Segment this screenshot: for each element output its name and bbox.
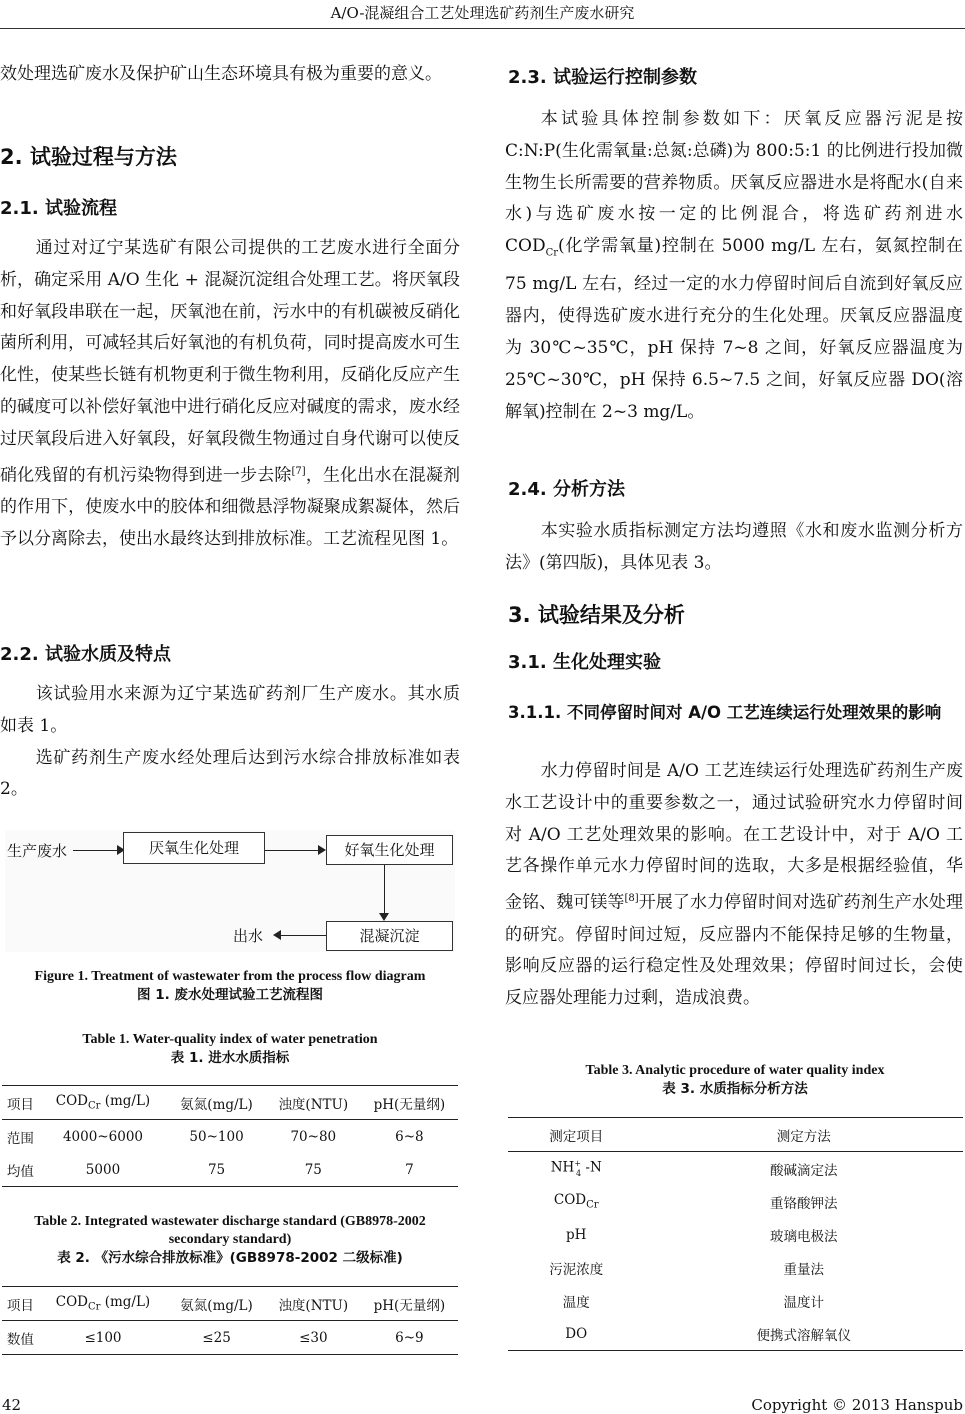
cell: 7 [361,1153,458,1187]
header-cell: 浊度(NTU) [266,1086,361,1120]
arrow-head-icon [379,913,389,921]
arrow [384,865,385,915]
input-label: 生产废水 [7,842,68,860]
text: (化学需氧量)控制在 5000 mg/L 左右，氨氮控制在 75 mg/L 左右，经过一定的水力停留时间后自流到好氧反应器内，使得选矿废水进行充分的生化处理。厌氧反应器温度为 30℃~35℃，pH 保持 7~8 之间，好氧反应器温度为 25℃~30℃，pH 保持 6.5~7.5 之间，好氧反应器 DO(溶解氧)控制在 2~3 mg/L。 [505,236,963,422]
header-cell: pH(无量纲) [361,1086,458,1120]
header-cell: $COD_{Cr}$ (mg/L) [39,1287,168,1321]
cell: 75 [167,1153,266,1187]
table3-caption [505,1062,965,1098]
header-cell: 测定项目 [508,1118,645,1152]
header-cell: $COD_{Cr}$ (mg/L) [39,1086,168,1120]
cell: 6~9 [361,1321,458,1355]
text: ，生化出水在混凝剂的作用下，使废水中的胶体和细微悬浮物凝聚成絮凝体，然后予以分离除去，使出水最终达到排放标准。工艺流程见图 1。 [0,465,461,549]
section-heading-3-1-1: 3.1.1. 不同停留时间对 A/O 工艺连续运行处理效果的影响 [508,703,942,722]
table1-caption [0,1031,460,1067]
header-cell: pH(无量纲) [361,1287,458,1321]
caption-cn: 表 1. 进水水质指标 [170,1050,290,1066]
output-label: 出水 [233,927,264,945]
paragraph: 选矿药剂生产废水经处理后达到污水综合排放标准如表 2。 [0,747,460,800]
aerobic-box: 好氧生化处理 [326,835,453,865]
arrow [265,850,320,851]
citation: [8] [624,893,639,905]
cell: 50~100 [189,1128,244,1145]
header-cell: 项目 [2,1287,39,1321]
cell: 70~80 [290,1128,337,1145]
cell: pH [566,1226,587,1243]
caption-cn: 图 1. 废水处理试验工艺流程图 [137,987,323,1003]
cell: 酸碱滴定法 [770,1162,838,1179]
citation: [7] [291,465,306,477]
cell: 玻璃电极法 [770,1228,838,1245]
caption-cn: 表 2. 《污水综合排放标准》(GB8978-2002 二级标准) [57,1250,403,1266]
cell: 温度计 [783,1294,824,1311]
paragraph: 该试验用水来源为辽宁某选矿药剂厂生产废水。其水质如表 1。 [0,684,460,736]
header-cell: 测定方法 [645,1118,964,1152]
cell: 4000~6000 [62,1128,143,1145]
cell: 6~8 [395,1128,424,1145]
text: 本试验具体控制参数如下：厌氧反应器污泥是按 C:N:P(生化需氧量:总氮:总磷)为 800:5:1 的比例进行投加微生物生长所需要的营养物质。厌氧反应器进水是将配水(自来水)与选矿废水按一定的比例混合，将选矿药剂进水 COD [505,109,963,257]
table-row [508,1218,963,1251]
table-row [508,1317,963,1351]
subscript: Cr [545,247,559,259]
text: 通过对辽宁某选矿有限公司提供的工艺废水进行全面分析，确定采用 A/O 生化 + 混凝沉淀组合处理工艺。将厌氧段和好氧段串联在一起，厌氧池在前，污水中的有机碳被反硝化菌所利用，可减轻其后好氧池的有机负荷，同时提高废水可生化性，使某些长链有机物更利于微生物利用，反硝化反应产生的碱度可以补偿好氧池中进行硝化反应对碱度的需求，废水经过厌氧段后进入好氧段，好氧段微生物通过自身代谢可以使反硝化残留的有机污染物得到进一步去除 [0,238,460,486]
paragraph: 效处理选矿废水及保护矿山生态环境具有极为重要的意义。 [0,64,442,84]
cell: 污泥浓度 [549,1261,604,1278]
paragraph: 本实验水质指标测定方法均遵照《水和废水监测分析方法》(第四版)，具体见表 3。 [505,521,963,573]
section-heading-2-4: 2.4. 分析方法 [508,479,625,500]
paragraph [505,104,963,428]
cell: $COD_{Cr}$ [553,1192,599,1211]
copyright: Copyright © 2013 Hanspub [751,1396,963,1414]
caption-en: Table 2. Integrated wastewater discharge standard (GB8978-2002 [34,1214,426,1229]
running-header: A/O-混凝组合工艺处理选矿药剂生产废水研究 [330,4,635,22]
section-heading-2-2: 2.2. 试验水质及特点 [0,644,171,665]
caption-en: Table 3. Analytic procedure of water quality index [585,1063,885,1078]
table-row [508,1185,963,1218]
table2-caption [0,1213,460,1267]
header-cell: 氨氮(mg/L) [167,1086,266,1120]
table-header-row [508,1118,963,1152]
cell: 重铬酸钾法 [770,1195,838,1212]
anaerobic-box: 厌氧生化处理 [123,832,265,864]
arrow-head-icon [318,845,326,855]
page-number: 42 [2,1396,22,1414]
arrow [73,850,123,851]
coagulation-box: 混凝沉淀 [326,921,453,951]
section-heading-2: 2. 试验过程与方法 [0,145,177,169]
cell: ≤100 [39,1321,168,1355]
caption-en: Table 1. Water-quality index of water penetration [82,1032,378,1047]
table-row [508,1284,963,1317]
header-cell: 项目 [2,1086,39,1120]
table3 [508,1117,963,1351]
section-heading-3-1: 3.1. 生化处理实验 [508,652,661,673]
table1 [2,1085,458,1187]
cell: 便携式溶解氧仪 [645,1317,964,1351]
cell: ≤25 [167,1321,266,1355]
cell: 温度 [562,1294,590,1311]
cell: 5000 [39,1153,168,1187]
cell: 均值 [2,1153,39,1187]
cell: $NH^+_4$ -N [550,1159,602,1178]
header-cell: 浊度(NTU) [266,1287,361,1321]
paragraph [0,233,460,556]
table-header-row [2,1086,458,1120]
figure-caption [0,968,460,1004]
left-column [0,59,460,91]
table-row [508,1152,963,1186]
section-heading-2-1: 2.1. 试验流程 [0,198,117,219]
cell: 范围 [6,1130,34,1147]
table-header-row [2,1287,458,1321]
arrow-head-icon [273,930,281,940]
table-row [2,1321,458,1355]
table2 [2,1286,458,1355]
paragraph [505,756,963,1015]
cell: 数值 [2,1321,39,1355]
header-cell: 氨氮(mg/L) [167,1287,266,1321]
caption-cn: 表 3. 水质指标分析方法 [662,1081,808,1097]
section-heading-3: 3. 试验结果及分析 [508,603,685,627]
caption-en: Figure 1. Treatment of wastewater from the process flow diagram [34,969,426,984]
cell: 重量法 [783,1261,824,1278]
caption-en: secondary standard) [168,1232,292,1247]
flow-diagram [5,830,455,952]
cell: DO [508,1317,645,1351]
table-row [508,1251,963,1284]
text: 水力停留时间是 A/O 工艺连续运行处理选矿药剂生产废水工艺设计中的重要参数之一，通过试验研究水力停留时间对 A/O 工艺处理效果的影响。在工艺设计中，对于 A/O 工艺各操作单元水力停留时间的选取，大多是根据经验值，华金铭、魏可镁等 [505,761,963,913]
arrow [280,935,326,936]
header-rule [0,28,965,29]
cell: 75 [266,1153,361,1187]
text: 开展了水力停留时间对选矿药剂生产水处理的研究。停留时间过短，反应器内不能保持足够的生物量，影响反应器的运行稳定性及处理效果；停留时间过长，会使反应器处理能力过剩，造成浪费。 [505,892,964,1009]
section-heading-2-3: 2.3. 试验运行控制参数 [508,67,697,88]
table-row [2,1153,458,1187]
cell: ≤30 [266,1321,361,1355]
table-row [2,1120,458,1154]
